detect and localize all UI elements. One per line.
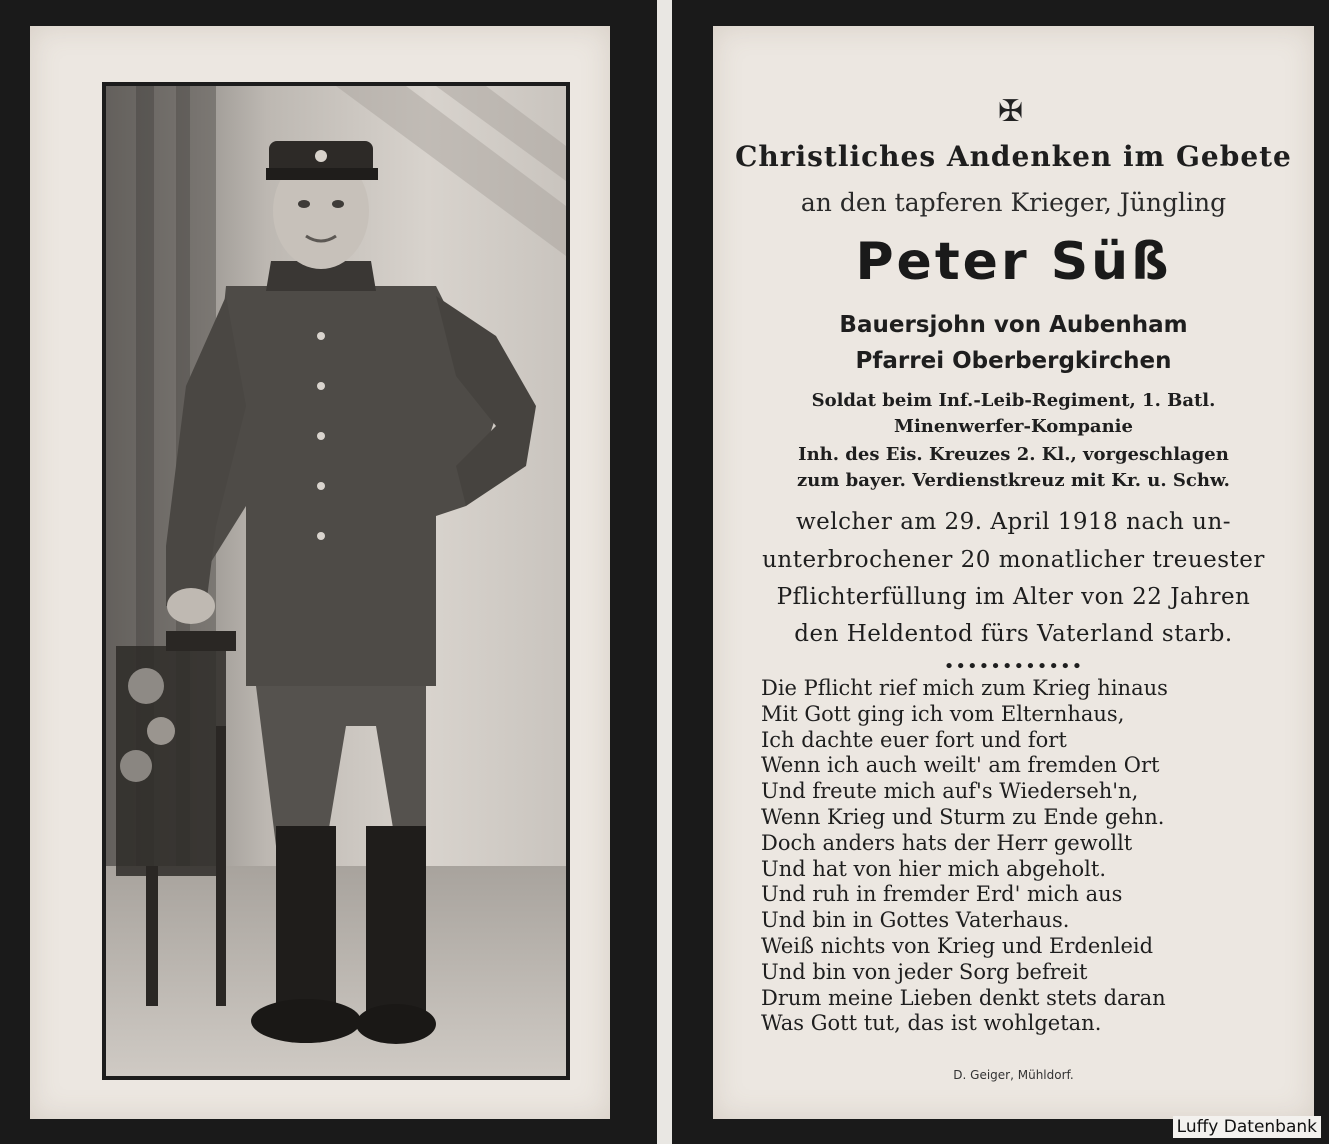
narrative-line: unterbrochener 20 monatlicher treuester (762, 547, 1265, 573)
narrative-line: Pflichterfüllung im Alter von 22 Jahren (776, 584, 1251, 610)
ornamental-divider: •••••••••••• (943, 656, 1084, 677)
photo-card (30, 26, 610, 1119)
poem-line: Mit Gott ging ich vom Elternhaus, (761, 701, 1125, 726)
memorial-poem (761, 676, 1168, 1037)
printer-credit: D. Geiger, Mühldorf. (953, 1068, 1074, 1082)
deceased-name: Peter Süß (855, 232, 1172, 292)
poem-line: Und hat von hier mich abgeholt. (761, 856, 1107, 881)
detail-line: zum bayer. Verdienstkreuz mit Kr. u. Schw. (797, 470, 1230, 491)
poem-line: Und freute mich auf's Wiederseh'n, (761, 779, 1139, 804)
origin-line: Bauersjohn von Aubenham (839, 312, 1188, 338)
narrative-line: welcher am 29. April 1918 nach un- (795, 509, 1232, 535)
narrative-line: den Heldentod fürs Vaterland starb. (794, 621, 1233, 647)
parish-line: Pfarrei Oberbergkirchen (855, 348, 1172, 374)
card-subheading: an den tapferen Krieger, Jüngling (800, 188, 1227, 217)
soldier-photo (102, 82, 570, 1080)
poem-line: Und bin in Gottes Vaterhaus. (761, 908, 1070, 933)
watermark-label: Luffy Datenbank (1173, 1116, 1321, 1138)
soldier-photo-illustration (106, 86, 566, 1076)
memorial-text-card (713, 26, 1314, 1119)
poem-line: Drum meine Lieben denkt stets daran (761, 985, 1166, 1010)
poem-line: Ich dachte euer fort und fort (761, 727, 1067, 752)
poem-line: Und ruh in fremder Erd' mich aus (761, 882, 1123, 907)
iron-cross-icon: ✠ (998, 94, 1024, 129)
detail-line: Inh. des Eis. Kreuzes 2. Kl., vorgeschlagen (798, 444, 1229, 465)
poem-line: Was Gott tut, das ist wohlgetan. (761, 1011, 1102, 1036)
poem-line: Die Pflicht rief mich zum Krieg hinaus (761, 676, 1168, 700)
card-heading: Christliches Andenken im Gebete (735, 140, 1292, 173)
poem-line: Doch anders hats der Herr gewollt (761, 830, 1133, 855)
detail-line: Minenwerfer-Kompanie (894, 416, 1133, 437)
detail-line: Soldat beim Inf.-Leib-Regiment, 1. Batl. (811, 390, 1216, 411)
poem-line: Wenn Krieg und Sturm zu Ende gehn. (761, 804, 1165, 829)
poem-line: Weiß nichts von Krieg und Erdenleid (761, 933, 1154, 958)
center-gutter (657, 0, 672, 1144)
poem-line: Und bin von jeder Sorg befreit (761, 959, 1088, 984)
poem-line: Wenn ich auch weilt' am fremden Ort (761, 753, 1160, 778)
